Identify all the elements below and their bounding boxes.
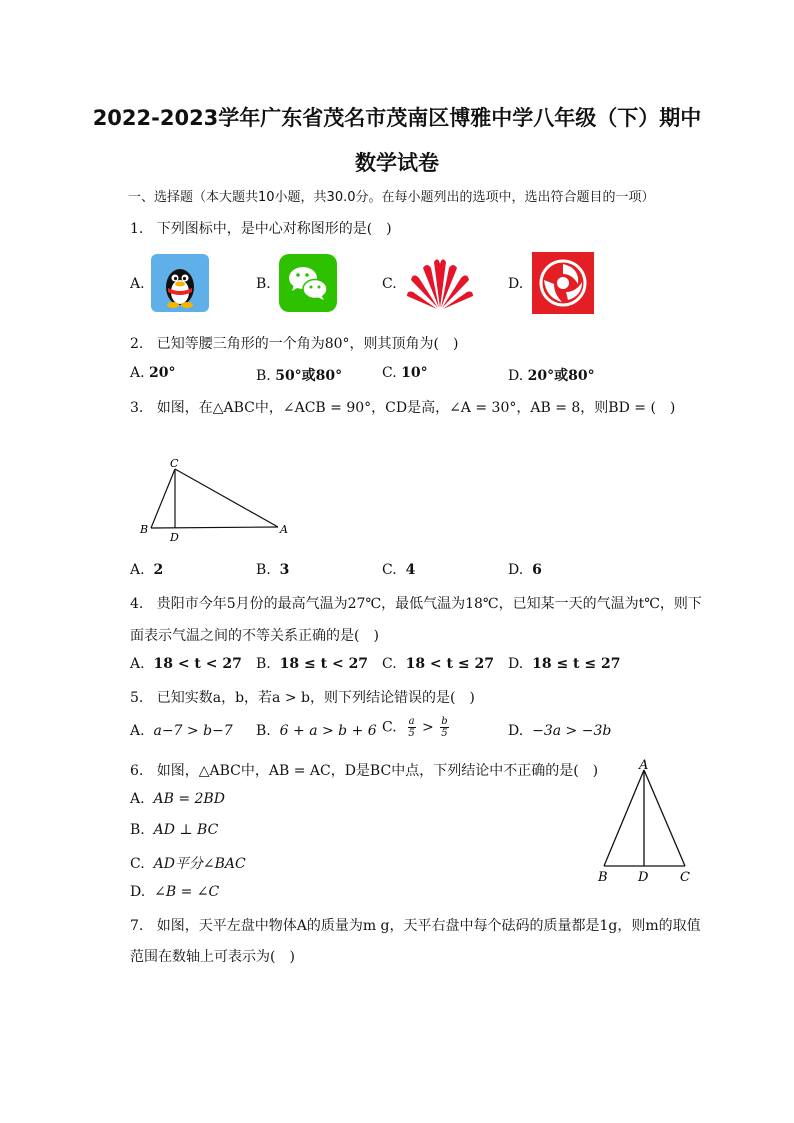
option-c: C. 10° [382,365,428,381]
question-6 [130,760,598,780]
question-7-line2: 范围在数轴上可表示为( ) [130,949,295,965]
question-text: 已知等腰三角形的一个角为80°，则其顶角为( ) [156,336,459,352]
question-2 [130,333,458,353]
question-number: 6. [130,763,144,779]
question-4-line2: 面表示气温之间的不等关系正确的是( ) [130,628,379,644]
label-c: C [680,870,690,885]
option-d-label: D. [508,276,524,292]
exam-title-line2: 数学试卷 [355,151,439,175]
question-number: 2. [130,336,144,352]
option-b: B. 6 + a > b + 6 [256,723,377,739]
isosceles-triangle-figure-q6 [592,758,702,888]
huawei-logo-icon [405,254,475,312]
option-a: A. 18 < t < 27 [130,656,242,672]
question-3 [130,397,675,417]
label-a: A [280,523,288,536]
question-number: 3. [130,400,144,416]
option-d: D. 6 [508,562,542,578]
option-b: B. 18 ≤ t < 27 [256,656,369,672]
label-d: D [170,531,179,544]
exam-title-line1: 2022-2023学年广东省茂名市茂南区博雅中学八年级（下）期中 [92,106,702,130]
option-a: A. 2 [130,562,164,578]
section-heading: 一、选择题（本大题共10小题，共30.0分。在每小题列出的选项中，选出符合题目的一项） [128,190,655,205]
question-text: 如图，△ABC中，AB = AC，D是BC中点，下列结论中不正确的是( ) [156,763,599,779]
question-text: 已知实数a，b，若a > b，则下列结论错误的是( ) [156,690,475,706]
question-text: 如图，天平左盘中物体A的质量为m g，天平右盘中每个砝码的质量都是1g，则m的取值 [156,918,701,934]
option-d: D. ∠B = ∠C [130,884,220,900]
option-b: B. 50°或80° [256,368,343,384]
phoenix-logo-icon [532,252,594,314]
option-b: B. AD ⊥ BC [130,822,219,838]
triangle-figure-q3 [138,455,293,545]
question-number: 4. [130,596,144,612]
fraction-a-over-5: $\frac{a}{5}$ [408,716,415,739]
question-number: 5. [130,690,144,706]
option-c-label: C. [382,276,397,292]
question-text: 贵阳市今年5月份的最高气温为27℃，最低气温为18℃，已知某一天的气温为t℃，则下 [156,596,702,612]
option-c: C. 18 < t ≤ 27 [382,656,494,672]
question-1 [130,218,392,238]
option-a: A. 20° [130,365,176,381]
wechat-icon [279,254,337,312]
option-b-label: B. [256,276,271,292]
label-c: C [170,457,179,470]
label-b: B [140,523,149,536]
option-c: C. AD平分∠BAC [130,856,246,872]
option-a: A. a−7 > b−7 [130,723,233,739]
option-d: D. 20°或80° [508,368,595,384]
question-number: 7. [130,918,144,934]
question-text: 如图，在△ABC中，∠ACB = 90°，CD是高，∠A = 30°，AB = 8，则BD = ( ) [156,400,676,416]
question-text: 下列图标中，是中心对称图形的是( ) [156,221,392,237]
option-d: D. 18 ≤ t ≤ 27 [508,656,621,672]
option-a: A. AB = 2BD [130,791,225,807]
label-d: D [638,870,649,885]
label-b: B [598,870,608,885]
option-b: B. 3 [256,562,290,578]
option-d: D. −3a > −3b [508,723,612,739]
question-number: 1. [130,221,144,237]
fraction-b-over-5: $\frac{b}{5}$ [441,716,448,739]
question-5 [130,687,475,707]
option-c: C. $\frac{a}{5}$ > $\frac{b}{5}$ [382,716,448,739]
question-4 [130,593,702,613]
option-a-label: A. [130,276,145,292]
label-a: A [639,758,649,773]
question-7 [130,915,701,935]
option-c: C. 4 [382,562,416,578]
qq-penguin-icon [151,254,209,312]
